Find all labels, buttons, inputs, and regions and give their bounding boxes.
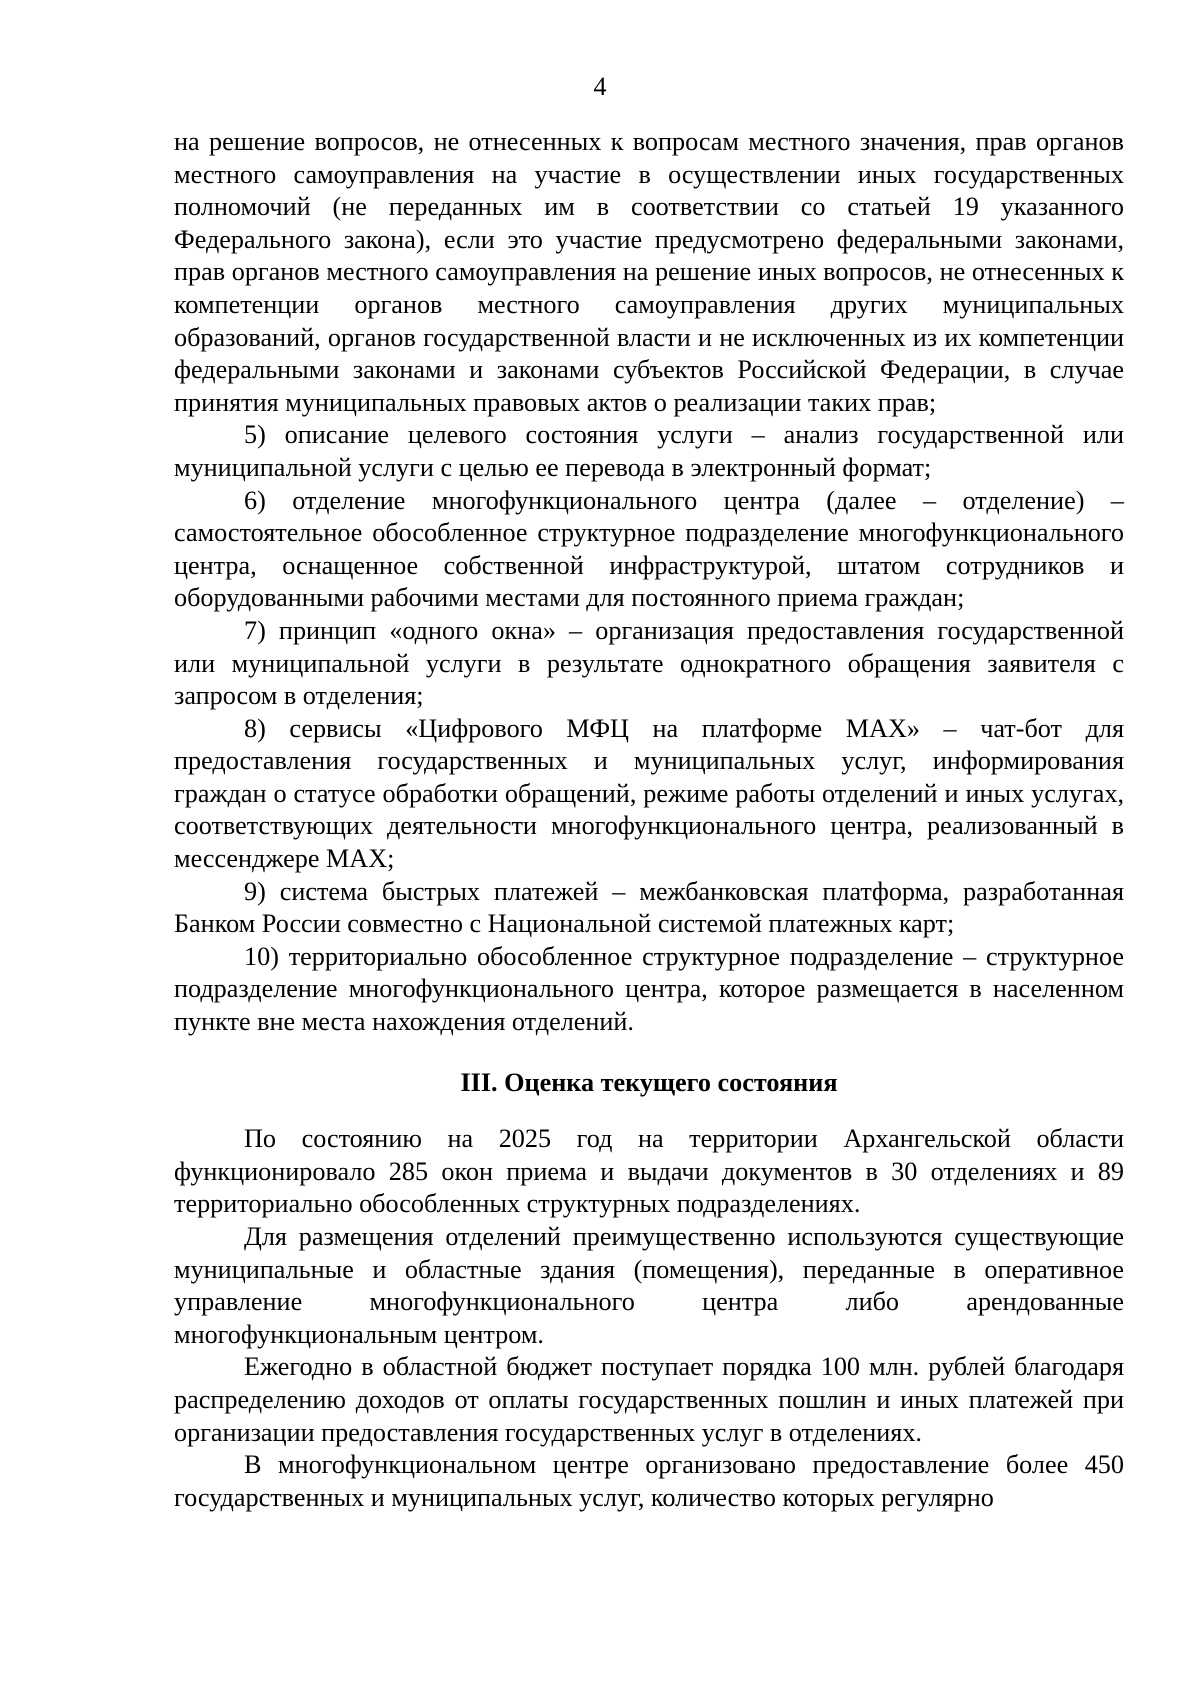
page-number: 4 xyxy=(593,72,607,101)
definitions-list xyxy=(174,126,1124,1039)
section-heading: III. Оценка текущего состояния xyxy=(460,1067,838,1097)
paragraph-p4: 8) сервисы «Цифрового МФЦ на платформе MAX» – чат-бот для предоставления государственных и муниципальных услуг, информирования граждан о статусе обработки обращений, режиме работы отделений и иных услугах, соответствующих деятельности многофункционального центра, реализованный в мессенджере MAX; xyxy=(174,713,1124,874)
document-body xyxy=(174,126,1124,1514)
paragraph-p6: 10) территориально обособленное структурное подразделение – структурное подразделение многофункционального центра, которое размещается в населенном пункте вне места нахождения отделений. xyxy=(174,941,1124,1037)
paragraph-p0: на решение вопросов, не отнесенных к вопросам местного значения, прав органов местного самоуправления на участие в осуществлении иных государственных полномочий (не переданных им в соответствии со статьей 19 указанного Федерального закона), если это участие предусмотрено федеральными законами, прав органов местного самоуправления на решение иных вопросов, не отнесенных к компетенции органов местного самоуправления других муниципальных образований, органов государственной власти и не исключенных из их компетенции федеральными законами и законами субъектов Российской Федерации, в случае принятия муниципальных правовых актов о реализации таких прав; xyxy=(174,127,1124,417)
paragraph-p3: 7) принцип «одного окна» – организация предоставления государственной или муниципальной услуги в результате однократного обращения заявителя с запросом в отделения; xyxy=(174,615,1124,711)
paragraph-p7: По состоянию на 2025 год на территории Архангельской области функционировало 285 окон приема и выдачи документов в 30 отделениях и 89 территориально обособленных структурных подразделениях. xyxy=(174,1124,1124,1219)
paragraph-p2: 6) отделение многофункционального центра (далее – отделение) – самостоятельное обособленное структурное подразделение многофункционального центра, оснащенное собственной инфраструктурой, штатом сотрудников и оборудованными рабочими местами для постоянного приема граждан; xyxy=(174,485,1124,613)
paragraph-p1: 5) описание целевого состояния услуги – анализ государственной или муниципальной услуги с целью ее перевода в электронный формат; xyxy=(174,420,1124,482)
paragraph-p5: 9) система быстрых платежей – межбанковская платформа, разработанная Банком России совместно с Национальной системой платежных карт; xyxy=(174,876,1124,939)
paragraph-p9: Ежегодно в областной бюджет поступает порядка 100 млн. рублей благодаря распределению доходов от оплаты государственных пошлин и иных платежей при организации предоставления государственных услуг в отделениях. xyxy=(174,1352,1124,1447)
paragraph-p10: В многофункциональном центре организовано предоставление более 450 государственных и муниципальных услуг, количество которых регулярно xyxy=(174,1450,1124,1512)
paragraph-p8: Для размещения отделений преимущественно используются существующие муниципальные и областные здания (помещения), переданные в оперативное управление многофункционального центра либо арендованные многофункциональным центром. xyxy=(174,1222,1124,1349)
section-body xyxy=(174,1123,1124,1514)
